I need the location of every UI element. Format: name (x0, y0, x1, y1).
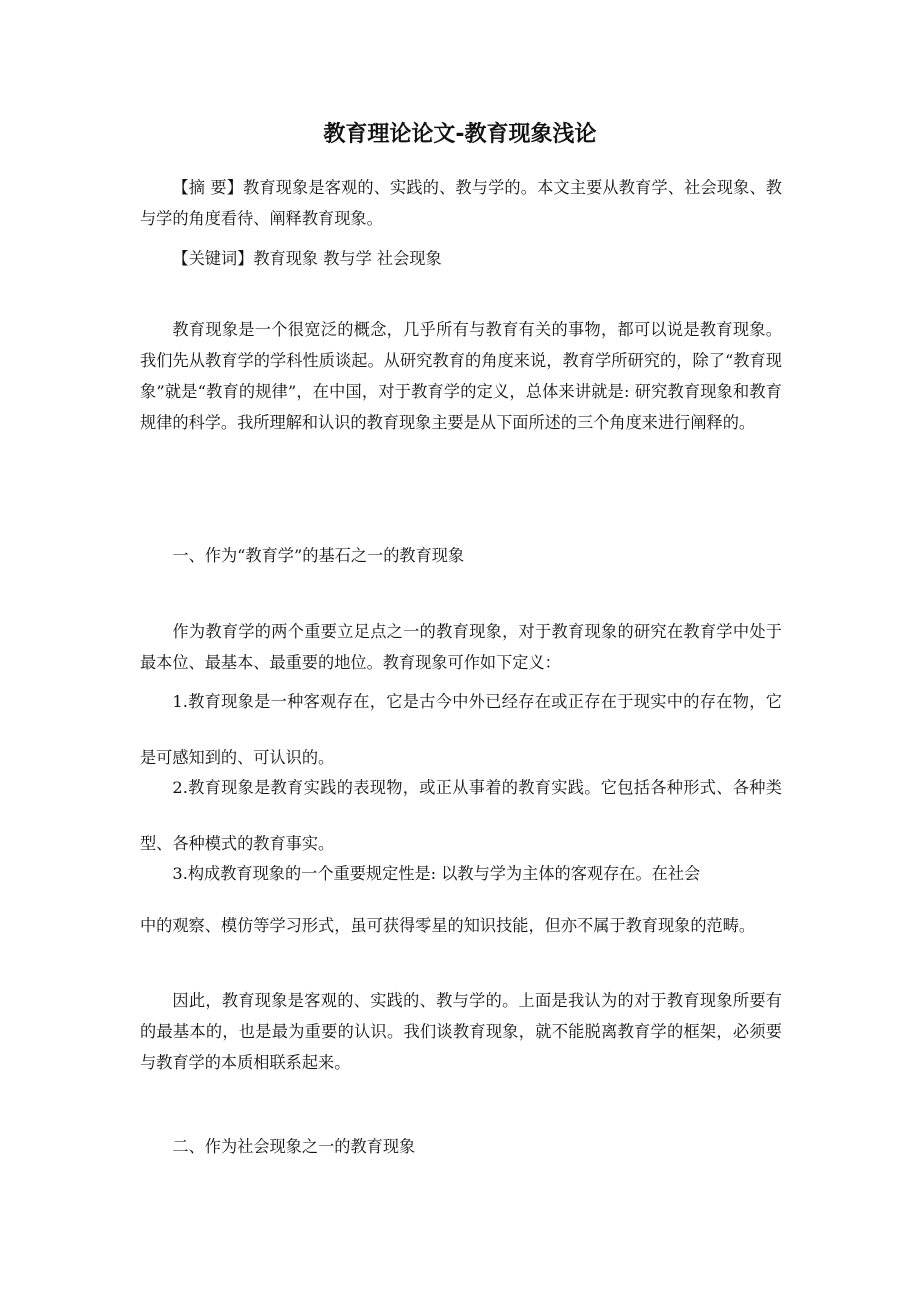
document-title: 教育理论论文-教育现象浅论 (323, 122, 597, 147)
section-1-paragraph: 作为教育学的两个重要立足点之一的教育现象，对于教育现象的研究在教育学中处于最本位、最基本、最重要的地位。教育现象可作如下定义： (140, 622, 782, 672)
definition-item-3-line-1: 3.构成教育现象的一个重要规定性是: 以教与学为主体的客观存在。在社会 (172, 864, 701, 883)
definition-item-2: 2.教育现象是教育实践的表现物，或正从事着的教育实践。它包括各种形式、各种类型、各种模式的教育事实。 (140, 778, 782, 853)
section-1-heading: 一、作为“教育学”的基石之一的教育现象 (172, 546, 465, 565)
keywords-paragraph: 【关键词】教育现象 教与学 社会现象 (172, 249, 442, 268)
definition-item-3-continuation: 中的观察、模仿等学习形式，虽可获得零星的知识技能，但亦不属于教育现象的范畴。 (140, 916, 756, 935)
conclusion-paragraph: 因此，教育现象是客观的、实践的、教与学的。上面是我认为的对于教育现象所要有的最基本的，也是最为重要的认识。我们谈教育现象，就不能脱离教育学的框架，必须要与教育学的本质相联系起来。 (140, 991, 782, 1072)
abstract-paragraph: 【摘 要】教育现象是客观的、实践的、教与学的。本文主要从教育学、社会现象、教与学的角度看待、阐释教育现象。 (140, 178, 782, 228)
intro-paragraph: 教育现象是一个很宽泛的概念，几乎所有与教育有关的事物，都可以说是教育现象。我们先从教育学的学科性质谈起。从研究教育的角度来说，教育学所研究的，除了“教育现象”就是“教育的规律”，在中国，对于教育学的定义，总体来讲就是: 研究教育现象和教育规律的科学。我所理解和认识的教育现象主要是从下面所述的三个角度来进行阐释的。 (140, 320, 782, 432)
section-2-heading: 二、作为社会现象之一的教育现象 (172, 1137, 416, 1156)
definition-item-1: 1.教育现象是一种客观存在，它是古今中外已经存在或正存在于现实中的存在物，它是可感知到的、可认识的。 (140, 692, 782, 767)
